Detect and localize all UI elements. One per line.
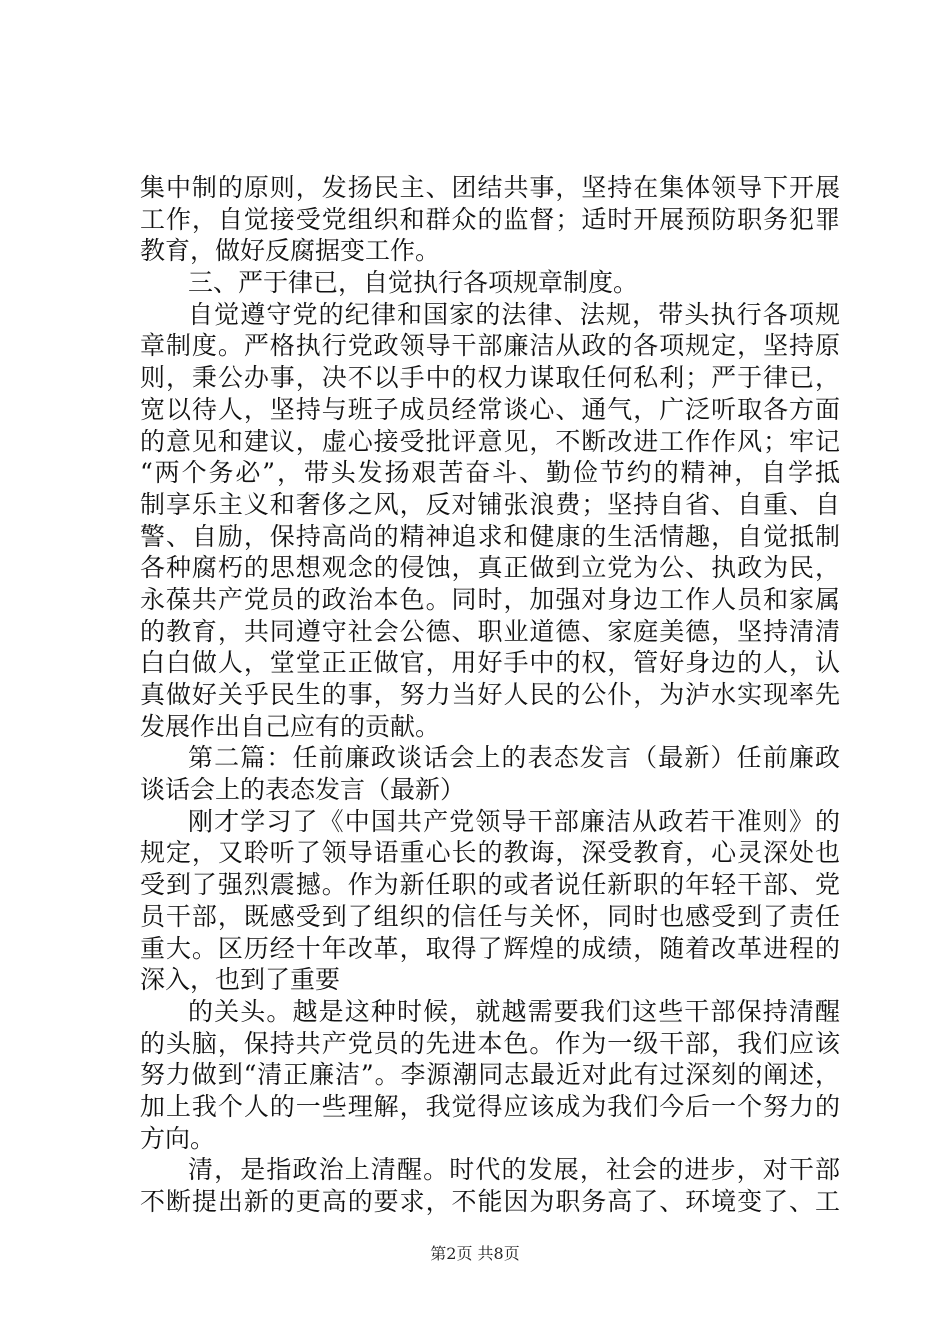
- text-line: 的教育，共同遵守社会公德、职业道德、家庭美德，坚持清清: [140, 616, 840, 646]
- text-line: 重大。区历经十年改革，取得了辉煌的成绩，随着改革进程的: [140, 933, 840, 963]
- text-line: 员干部，既感受到了组织的信任与关怀，同时也感受到了责任: [140, 901, 840, 931]
- text-line: 警、自励，保持高尚的精神追求和健康的生活情趣，自觉抵制: [140, 521, 840, 551]
- document-body: [140, 172, 840, 1218]
- text-line: 规定，又聆听了领导语重心长的教诲，深受教育，心灵深处也: [140, 838, 840, 868]
- text-line: 的关头。越是这种时候，就越需要我们这些干部保持清醒: [188, 996, 840, 1026]
- text-line: 则，秉公办事，决不以手中的权力谋取任何私利；严于律已，: [140, 363, 840, 393]
- text-line: 方向。: [140, 1123, 216, 1153]
- text-line: 刚才学习了《中国共产党领导干部廉洁从政若干准则》的: [188, 806, 840, 836]
- text-line: 不断提出新的更高的要求，不能因为职务高了、环境变了、工: [140, 1187, 840, 1216]
- text-line: 加上我个人的一些理解，我觉得应该成为我们今后一个努力的: [140, 1091, 840, 1121]
- text-line: 各种腐朽的思想观念的侵蚀，真正做到立党为公、执政为民，: [140, 553, 840, 583]
- text-line: 永葆共产党员的政治本色。同时，加强对身边工作人员和家属: [140, 584, 840, 614]
- text-line: 工作，自觉接受党组织和群众的监督；适时开展预防职务犯罪: [140, 204, 840, 234]
- text-line: “两个务必”，带头发扬艰苦奋斗、勤俭节约的精神，自学抵: [140, 458, 840, 488]
- text-line: 谈话会上的表态发言（最新）: [140, 775, 466, 805]
- text-line: 第二篇：任前廉政谈话会上的表态发言（最新）任前廉政: [188, 743, 840, 773]
- text-line: 清，是指政治上清醒。时代的发展，社会的进步，对干部: [188, 1155, 840, 1185]
- text-line: 发展作出自己应有的贡献。: [140, 711, 441, 741]
- text-line: 宽以待人，坚持与班子成员经常谈心、通气，广泛听取各方面: [140, 394, 840, 424]
- text-line: 章制度。严格执行党政领导干部廉洁从政的各项规定，坚持原: [140, 331, 840, 361]
- text-line: 的头脑，保持共产党员的先进本色。作为一级干部，我们应该: [140, 1028, 840, 1058]
- text-line: 的意见和建议，虚心接受批评意见，不断改进工作作风；牢记: [140, 426, 840, 456]
- text-line: 白白做人，堂堂正正做官，用好手中的权，管好身边的人，认: [140, 648, 840, 678]
- page-footer: 第2页 共8页: [430, 1244, 520, 1263]
- text-line: 真做好关乎民生的事，努力当好人民的公仆，为泸水实现率先: [140, 680, 840, 709]
- text-line: 制享乐主义和奢侈之风，反对铺张浪费；坚持自省、自重、自: [140, 489, 840, 519]
- text-line: 三、严于律已，自觉执行各项规章制度。: [188, 268, 639, 298]
- text-line: 集中制的原则，发扬民主、团结共事，坚持在集体领导下开展: [140, 173, 840, 202]
- text-line: 自觉遵守党的纪律和国家的法律、法规，带头执行各项规: [188, 299, 840, 329]
- text-line: 努力做到“清正廉洁”。李源潮同志最近对此有过深刻的阐述，: [140, 1060, 840, 1090]
- text-line: 受到了强烈震撼。作为新任职的或者说任新职的年轻干部、党: [140, 870, 840, 900]
- text-line: 教育，做好反腐据变工作。: [140, 236, 441, 266]
- text-line: 深入，也到了重要: [140, 965, 341, 995]
